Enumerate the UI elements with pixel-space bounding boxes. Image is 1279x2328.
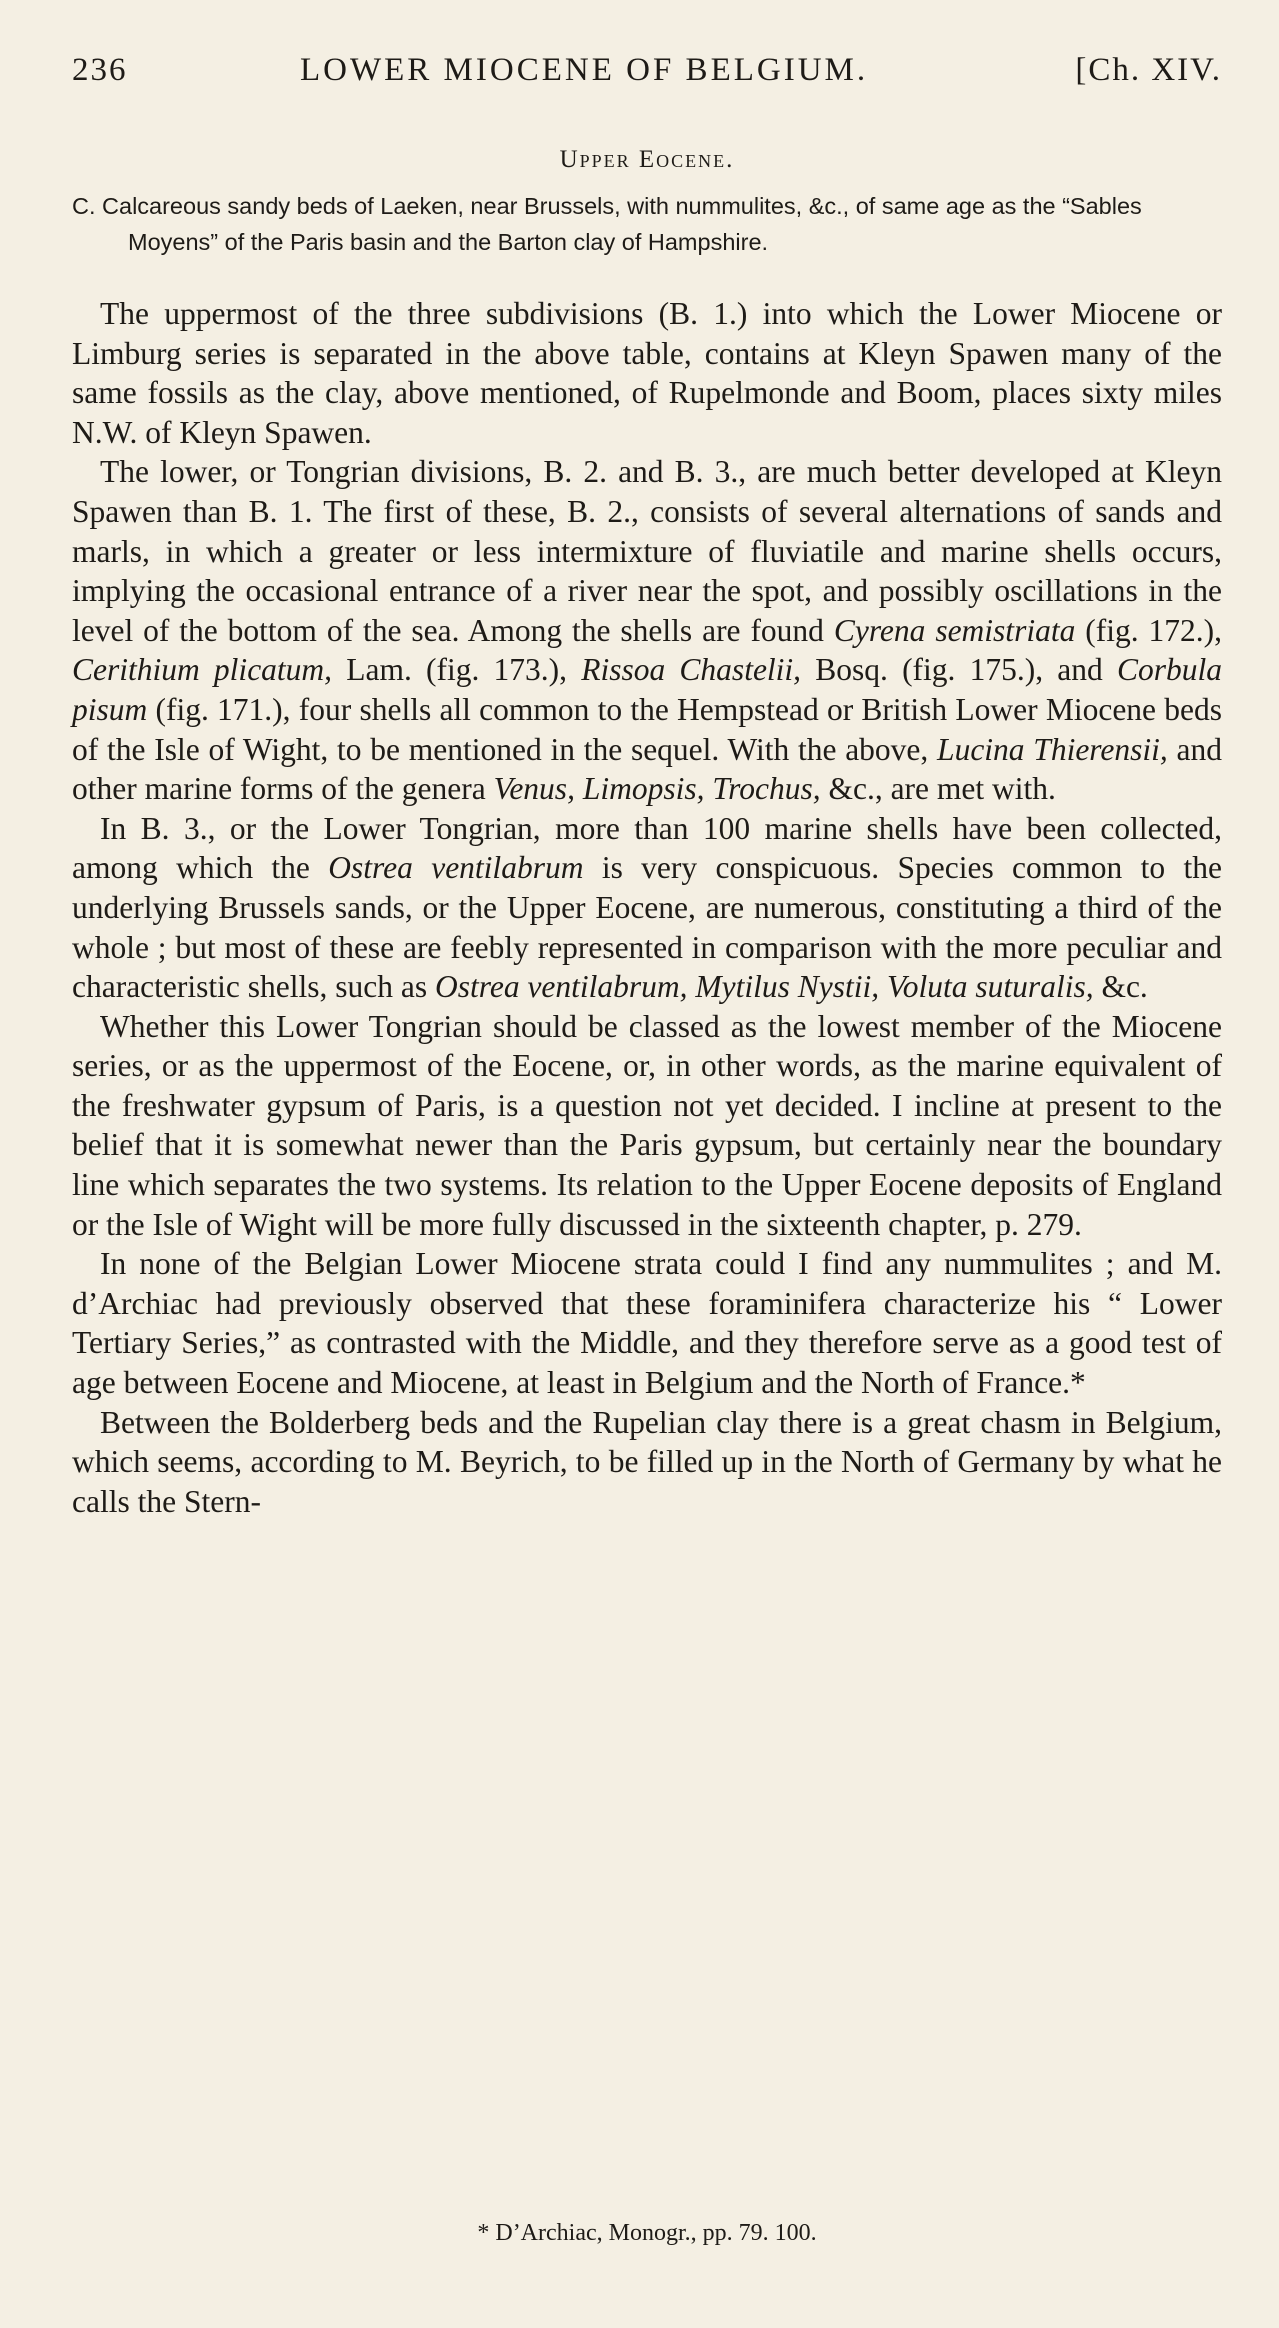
footnote: * D’Archiac, Monogr., pp. 79. 100. — [477, 2220, 817, 2246]
paragraph: The uppermost of the three subdivisions (B. 1.) into which the Lower Miocene or Limburg series is separated in the above table, contains at Kleyn Spawen many of the same fossils as the clay, above mentioned, of Rupelmonde and Boom, places sixty miles N.W. of Kleyn Spawen. — [72, 296, 1222, 450]
species-name: Cerithium plicatum, — [72, 652, 333, 688]
species-name: Lucina Thierensii, — [937, 731, 1168, 767]
table-entry: C. Calcareous sandy beds of Laeken, near Brussels, with nummulites, &c., of same age as the “Sables Moyens” of the Paris basin and the Barton clay of Hampshire. — [72, 193, 1142, 255]
paragraph: The lower, or Tongrian divisions, B. 2. and B. 3., are much better developed at Kleyn Spawen than B. 1. The first of these, B. 2., consists of several alternations of sands and marls, in which a greater or less intermixture of fluviatile and marine shells occurs, implying the occasional entrance of a river near the spot, and possibly oscillations in the level of the bottom of the sea. Among the shells are found Cyrena semistriata (fig. 172.), Cerithium plicatum, Lam. (fig. 173.), Rissoa Chastelii, Bosq. (fig. 175.), and Corbula pisum (fig. 171.), four shells all common to the Hempstead or British Lower Miocene beds of the Isle of Wight, to be mentioned in the sequel. With the above, Lucina Thierensii, and other marine forms of the genera Venus, Limopsis, Trochus, &c., are met with. — [72, 454, 1223, 807]
species-name: Rissoa Chastelii, — [581, 652, 802, 688]
paragraph: Whether this Lower Tongrian should be classed as the lowest member of the Miocene series, or as the uppermost of the Eocene, or, in other words, as the marine equivalent of the freshwater gypsum of Paris, is a question not yet decided. I incline at present to the belief that it is somewhat newer than the Paris gypsum, but certainly near the boundary line which separates the two systems. Its relation to the Upper Eocene deposits of England or the Isle of Wight will be more fully discussed in the sixteenth chapter, p. 279. — [72, 1008, 1222, 1242]
page-number: 236 — [72, 52, 128, 88]
running-title: LOWER MIOCENE OF BELGIUM. — [300, 52, 869, 88]
paragraph: Between the Bolderberg beds and the Rupelian clay there is a great chasm in Belgium, which seems, according to M. Beyrich, to be filled up in the North of Germany by what he calls the Stern- — [72, 1404, 1222, 1519]
species-name: Cyrena semistriata — [833, 612, 1076, 648]
paragraph: In B. 3., or the Lower Tongrian, more than 100 marine shells have been collected, among which the Ostrea ventilabrum is very conspicuous. Species common to the underlying Brussels sands, or the Upper Eocene, are numerous, constituting a third of the whole ; but most of these are feebly represented in comparison with the more peculiar and characteristic shells, such as Ostrea ventilabrum, Mytilus Nystii, Voluta suturalis, &c. — [72, 810, 1222, 1005]
species-name: Venus, Limopsis, Trochus, — [493, 771, 821, 807]
species-name: Corbula pisum — [72, 652, 1222, 727]
body-text — [72, 294, 1222, 1521]
paragraph: In none of the Belgian Lower Miocene strata could I find any nummulites ; and M. d’Archiac had previously observed that these foraminifera characterize his “ Lower Tertiary Series,” as contrasted with the Middle, and they therefore serve as a good test of age between Eocene and Miocene, at least in Belgium and the North of France.* — [72, 1246, 1222, 1401]
section-heading: Upper Eocene. — [559, 146, 735, 173]
species-name: Ostrea ventilabrum, Mytilus Nystii, Voluta suturalis, — [435, 969, 1094, 1005]
chapter-label: [Ch. XIV. — [1075, 52, 1222, 88]
species-name: Ostrea ventilabrum — [328, 850, 584, 886]
page — [72, 52, 1223, 2246]
running-head — [72, 52, 1222, 102]
